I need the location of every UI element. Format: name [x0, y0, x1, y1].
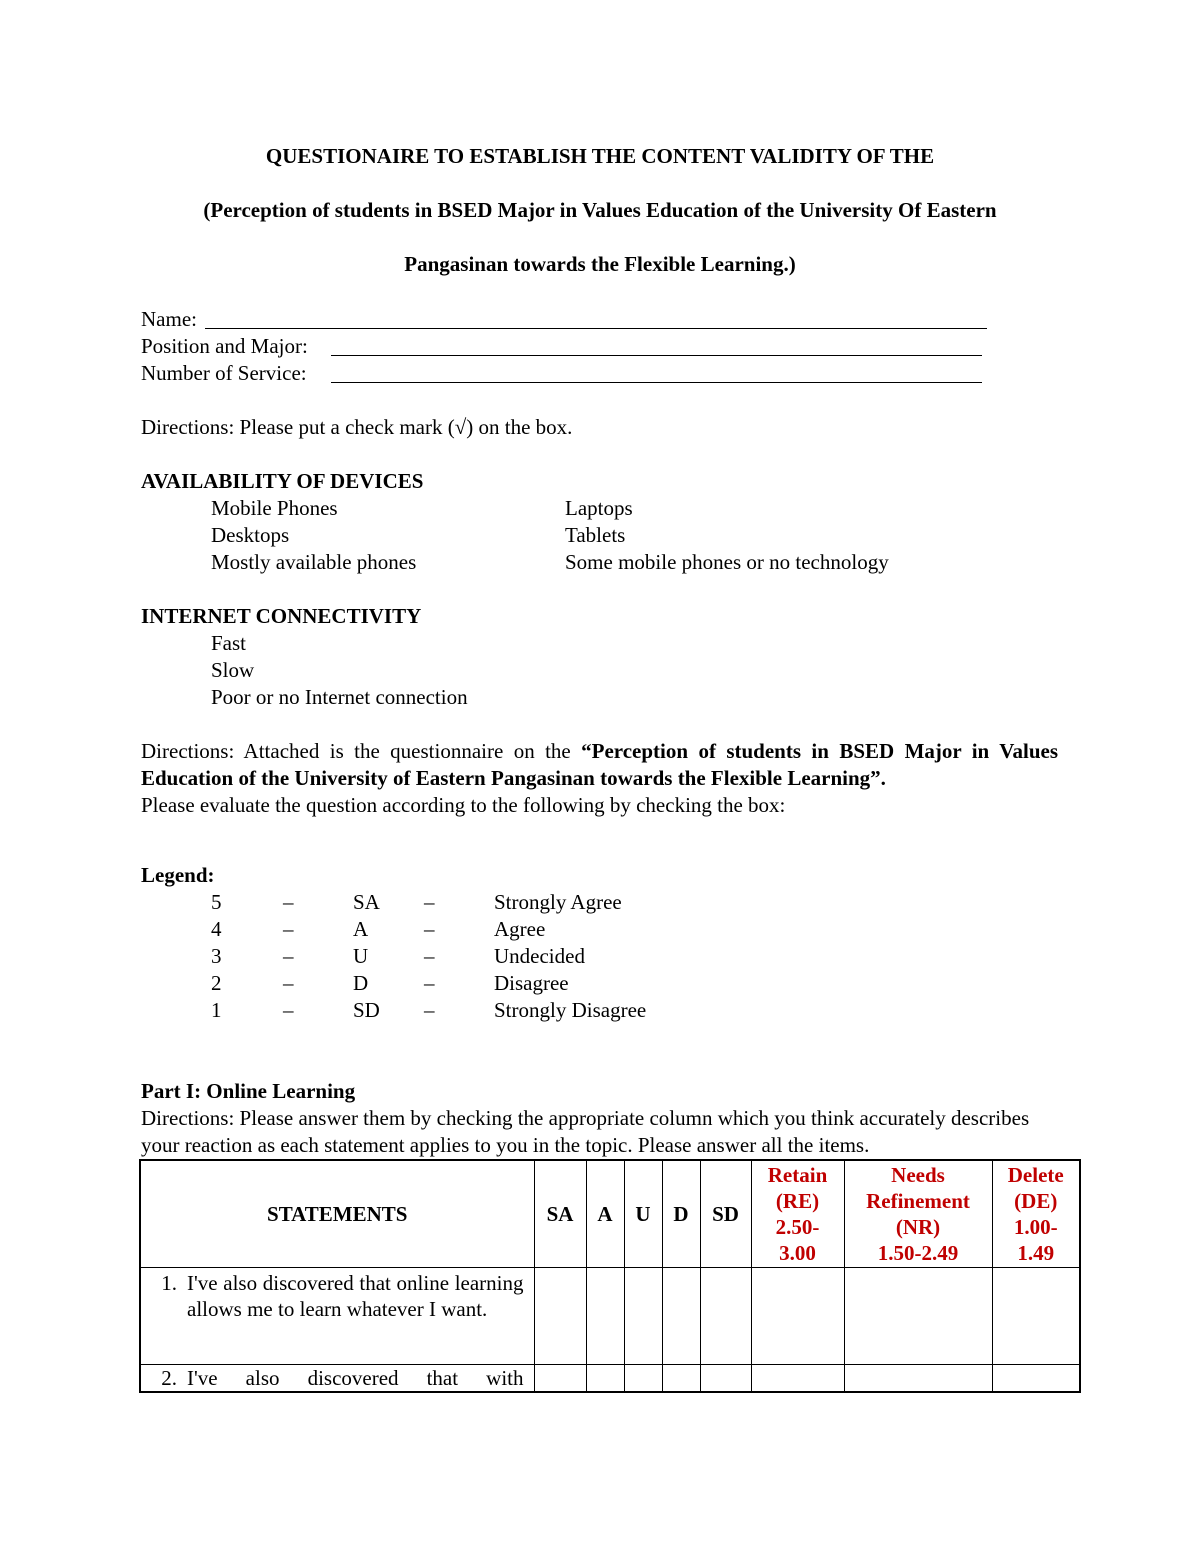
legend-dash: – — [283, 917, 294, 941]
table-row — [140, 1364, 1080, 1392]
number-of-service-line[interactable] — [331, 382, 982, 383]
header-a: A — [586, 1160, 624, 1267]
rating-cell-delete[interactable] — [992, 1364, 1080, 1392]
header-delete — [992, 1160, 1080, 1267]
rating-cell-sa[interactable] — [534, 1267, 586, 1364]
statement-number: 1. — [161, 1270, 177, 1295]
header-retain — [751, 1160, 844, 1267]
header-retain-line: 3.00 — [779, 1240, 816, 1265]
connectivity-option-fast[interactable]: Fast — [211, 631, 247, 655]
header-statements: STATEMENTS — [140, 1160, 534, 1267]
rating-cell-d[interactable] — [662, 1364, 700, 1392]
rating-cell-u[interactable] — [624, 1267, 662, 1364]
legend-dash: – — [283, 944, 294, 968]
legend-dash: – — [424, 890, 435, 914]
header-delete-line: Delete — [1007, 1162, 1064, 1187]
legend-dash: – — [424, 917, 435, 941]
legend-dash: – — [283, 971, 294, 995]
rating-cell-sd[interactable] — [700, 1267, 751, 1364]
header-needs-line: Refinement — [866, 1188, 970, 1213]
position-major-label: Position and Major: — [141, 334, 308, 358]
header-retain-line: 2.50- — [775, 1214, 820, 1239]
header-needs-line: 1.50-2.49 — [877, 1240, 959, 1265]
legend-dash: – — [283, 998, 294, 1022]
header-sa: SA — [534, 1160, 586, 1267]
legend-description: Strongly Disagree — [494, 998, 647, 1022]
statement-number: 2. — [161, 1365, 177, 1390]
legend-number: 4 — [211, 917, 222, 941]
header-delete-line: 1.49 — [1017, 1240, 1055, 1265]
header-d: D — [662, 1160, 700, 1267]
legend-description: Agree — [494, 917, 546, 941]
position-major-line[interactable] — [331, 355, 982, 356]
rating-cell-sd[interactable] — [700, 1364, 751, 1392]
header-sd: SD — [700, 1160, 751, 1267]
document-title-line-2: (Perception of students in BSED Major in Values Education of the University Of Eastern — [203, 198, 997, 222]
legend-abbreviation: SD — [353, 998, 380, 1022]
device-option-desktops[interactable]: Desktops — [211, 523, 290, 547]
rating-cell-a[interactable] — [586, 1364, 624, 1392]
header-needs-line: (NR) — [895, 1214, 941, 1239]
rating-cell-d[interactable] — [662, 1267, 700, 1364]
statement-text: I've also discovered that online learning allows me to learn whatever I want. — [187, 1270, 524, 1321]
document-title-line-3: Pangasinan towards the Flexible Learning.) — [404, 252, 796, 276]
device-option-mobile-phones[interactable]: Mobile Phones — [211, 496, 338, 520]
table-header-row — [140, 1160, 1080, 1267]
table-row — [140, 1267, 1080, 1364]
evaluation-table — [139, 1159, 1081, 1393]
number-of-service-label: Number of Service: — [141, 361, 307, 385]
statement-cell — [140, 1267, 534, 1364]
legend-description: Disagree — [494, 971, 569, 995]
legend-heading: Legend: — [141, 863, 215, 887]
name-line[interactable] — [205, 328, 987, 329]
header-u: U — [624, 1160, 662, 1267]
device-option-tablets[interactable]: Tablets — [565, 523, 626, 547]
header-delete-line: (DE) — [1014, 1188, 1058, 1213]
rating-cell-needs-refinement[interactable] — [844, 1267, 992, 1364]
rating-cell-retain[interactable] — [751, 1364, 844, 1392]
device-option-mostly-phones[interactable]: Mostly available phones — [211, 550, 417, 574]
legend-abbreviation: D — [353, 971, 369, 995]
device-option-laptops[interactable]: Laptops — [565, 496, 633, 520]
connectivity-heading: INTERNET CONNECTIVITY — [141, 604, 422, 628]
header-needs-refinement — [844, 1160, 992, 1267]
statement-cell — [140, 1364, 534, 1392]
devices-heading: AVAILABILITY OF DEVICES — [141, 469, 424, 493]
directions-questionnaire — [141, 738, 1058, 819]
statement-text: I've also discovered that with — [187, 1365, 524, 1390]
header-delete-line: 1.00- — [1013, 1214, 1058, 1239]
rating-cell-sa[interactable] — [534, 1364, 586, 1392]
rating-cell-u[interactable] — [624, 1364, 662, 1392]
name-label: Name: — [141, 307, 197, 331]
legend-dash: – — [424, 971, 435, 995]
directions-questionnaire-suffix: Please evaluate the question according to the following by checking the box: — [141, 793, 786, 817]
legend-dash: – — [283, 890, 294, 914]
connectivity-option-poor[interactable]: Poor or no Internet connection — [211, 685, 468, 709]
legend-description: Undecided — [494, 944, 585, 968]
connectivity-option-slow[interactable]: Slow — [211, 658, 255, 682]
legend-abbreviation: A — [353, 917, 369, 941]
legend-number: 2 — [211, 971, 222, 995]
legend-abbreviation: SA — [353, 890, 380, 914]
rating-cell-a[interactable] — [586, 1267, 624, 1364]
legend-dash: – — [424, 944, 435, 968]
part1-heading: Part I: Online Learning — [141, 1079, 356, 1103]
rating-cell-delete[interactable] — [992, 1267, 1080, 1364]
legend-abbreviation: U — [353, 944, 369, 968]
legend-number: 5 — [211, 890, 222, 914]
header-retain-line: (RE) — [775, 1188, 820, 1213]
legend-description: Strongly Agree — [494, 890, 622, 914]
legend-number: 3 — [211, 944, 222, 968]
legend-number: 1 — [211, 998, 222, 1022]
header-needs-line: Needs — [891, 1162, 945, 1187]
header-retain-line: Retain — [767, 1162, 828, 1187]
directions-check-mark: Directions: Please put a check mark (√) on the box. — [141, 415, 573, 439]
legend-dash: – — [424, 998, 435, 1022]
directions-questionnaire-prefix: Directions: Attached is the questionnaire on the — [141, 739, 582, 763]
part1-directions: Directions: Please answer them by checking the appropriate column which you think accurately describes your reaction as each statement applies to you in the topic. Please answer all the items. — [141, 1106, 1030, 1157]
device-option-some-phones[interactable]: Some mobile phones or no technology — [565, 550, 889, 574]
rating-cell-needs-refinement[interactable] — [844, 1364, 992, 1392]
document-title-line-1: QUESTIONAIRE TO ESTABLISH THE CONTENT VALIDITY OF THE — [265, 144, 935, 168]
rating-cell-retain[interactable] — [751, 1267, 844, 1364]
directions-questionnaire-title: “Perception of students in BSED Major in Values Education of the University of Eastern Pangasinan towards the Flexible Learning”. — [141, 739, 1058, 790]
